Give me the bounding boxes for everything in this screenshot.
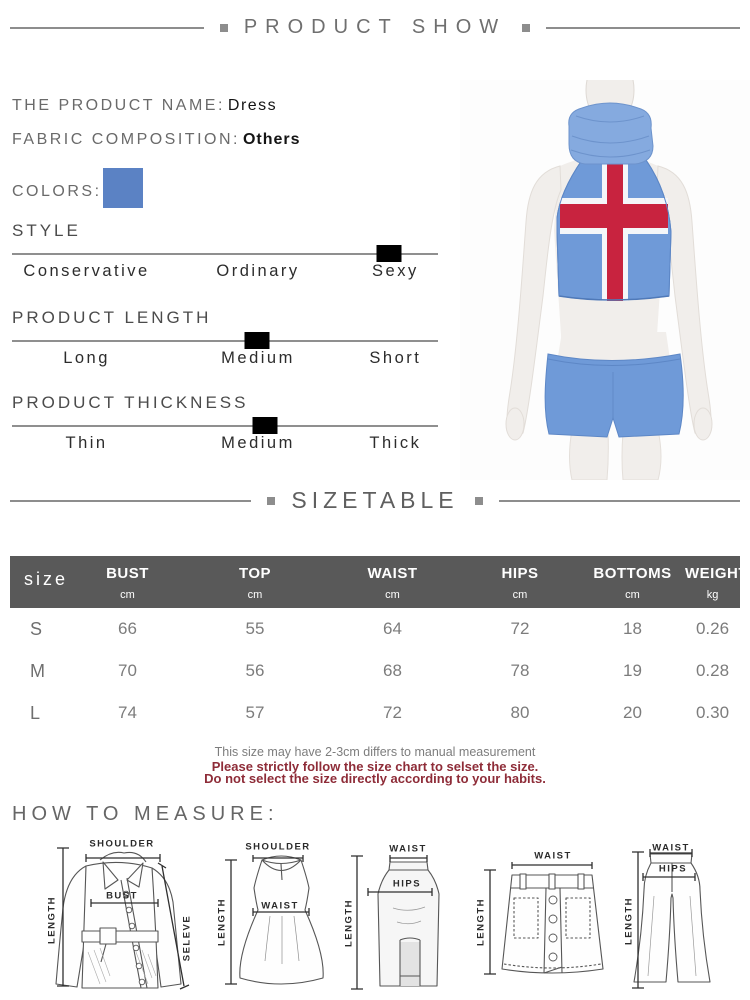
fabric-value: Others: [242, 131, 301, 148]
table-cell: 20: [623, 703, 642, 722]
square-bullet-icon: [522, 24, 530, 32]
mannequin-left-leg: [570, 430, 609, 480]
measure-diagram-dress: [218, 836, 345, 996]
attribute-scale-line: [12, 253, 438, 255]
coat-shoulder-label: SHOULDER: [89, 838, 155, 850]
product-photo: [460, 80, 750, 480]
measure-diagram-pants: [620, 836, 750, 996]
table-cell: 0.28: [695, 661, 730, 680]
dress-waist-label: WAIST: [261, 900, 299, 912]
table-cell: 56: [245, 661, 265, 680]
pants-length-label: LENGTH: [623, 896, 635, 946]
skirt-hips-label: HIPS: [392, 878, 422, 890]
pants-hips-label: HIPS: [658, 863, 688, 875]
attribute-title: PRODUCT THICKNESS: [12, 393, 249, 412]
waist-measure-line: [390, 855, 427, 862]
pants-waist-label: WAIST: [652, 842, 690, 854]
option-medium: Medium: [221, 349, 295, 367]
table-cell: 0.26: [695, 619, 730, 638]
option-ordinary: Ordinary: [216, 262, 300, 280]
skirt-length-label: LENGTH: [343, 898, 355, 948]
sizetable-title: SIZETABLE: [291, 487, 459, 513]
size-table-head: [10, 556, 748, 608]
dress-length-label: LENGTH: [216, 897, 228, 947]
attribute-scale-line: [12, 425, 438, 427]
attribute-title: STYLE: [12, 221, 81, 240]
square-bullet-icon: [267, 497, 275, 505]
selected-marker: [377, 245, 402, 262]
option-thick: Thick: [369, 434, 422, 452]
dress-drawing: [218, 836, 345, 996]
attribute-section-length: [12, 308, 438, 373]
size-cell: L: [30, 702, 41, 723]
note-measurement: This size may have 2-3cm differs to manual measurement: [214, 745, 536, 759]
coat-sleeve-label: SELEVE: [181, 914, 193, 962]
table-row-s: [10, 608, 740, 650]
turtleneck-collar: [569, 103, 653, 164]
measure-diagrams: [0, 836, 750, 1000]
table-cell: 19: [623, 661, 642, 680]
size-cell: M: [30, 660, 45, 681]
cross-red-vertical: [607, 156, 623, 301]
measure-diagram-mini-skirt: [470, 836, 620, 996]
attribute-options: [12, 262, 438, 286]
color-swatch-fill: [103, 168, 143, 208]
table-cell: 78: [510, 661, 530, 680]
dress-shoulder-label: SHOULDER: [245, 841, 311, 853]
fabric-label: FABRIC COMPOSITION:: [12, 131, 240, 148]
option-short: Short: [369, 349, 422, 367]
colors-row: [12, 183, 102, 201]
skirt-drawing: [345, 836, 470, 996]
option-conservative: Conservative: [23, 262, 150, 280]
table-cell: 55: [245, 619, 265, 638]
column-header-waist: WAIST cm: [367, 565, 418, 601]
sizetable-header: [0, 487, 750, 514]
divider-line: [546, 27, 740, 29]
table-cell: 64: [383, 619, 402, 638]
colors-label: COLORS:: [12, 183, 102, 200]
square-bullet-icon: [220, 24, 228, 32]
product-name-label: THE PRODUCT NAME:: [12, 97, 225, 114]
note-warning-2: Do not select the size directly according to your habits.: [204, 771, 546, 786]
attribute-section-thickness: [12, 393, 438, 458]
note-warning-1: Please strictly follow the size chart to selset the size.: [211, 759, 539, 774]
table-cell: 72: [510, 619, 530, 638]
coat-length-label: LENGTH: [46, 895, 58, 945]
coat-belt: [82, 931, 158, 942]
product-show-title: PRODUCT SHOW: [243, 16, 507, 38]
table-row-m: [10, 650, 740, 692]
divider-line: [10, 500, 251, 502]
pants-drawing: [620, 836, 750, 996]
option-sexy: Sexy: [372, 262, 419, 280]
product-name-row: [12, 97, 277, 115]
attribute-title: PRODUCT LENGTH: [12, 308, 212, 327]
table-cell: 80: [510, 703, 530, 722]
table-cell: 57: [245, 703, 265, 722]
waist-measure-line: [512, 862, 592, 869]
table-row-l: [10, 692, 740, 734]
option-thin: Thin: [65, 434, 108, 452]
coat-belt-knot: [100, 928, 116, 944]
column-header-weight: WEIGHT kg: [685, 565, 748, 601]
divider-line: [10, 27, 204, 29]
column-header-size: size: [24, 569, 69, 589]
table-cell: 72: [383, 703, 402, 722]
table-cell: 0.30: [695, 703, 730, 722]
column-header-bottoms: BOTTOMS cm: [593, 565, 672, 601]
cross-red-horizontal: [560, 204, 668, 228]
option-medium: Medium: [221, 434, 295, 452]
attribute-scale-line: [12, 340, 438, 342]
coat-bust-label: BUST: [106, 890, 138, 902]
pants-waistband: [650, 854, 692, 863]
mini-skirt-length-label: LENGTH: [475, 897, 487, 947]
column-header-top: TOP cm: [238, 565, 272, 601]
size-table: [10, 556, 748, 734]
fabric-row: [12, 131, 301, 149]
how-to-measure-title: HOW TO MEASURE:: [12, 803, 279, 825]
option-long: Long: [63, 349, 110, 367]
coat-left-sleeve: [56, 866, 86, 987]
measure-diagram-skirt: [345, 836, 470, 996]
table-cell: 66: [118, 619, 137, 638]
mini-skirt-waist-label: WAIST: [534, 850, 572, 862]
skirt-slit-panel: [400, 942, 420, 986]
table-cell: 70: [118, 661, 137, 680]
selected-marker: [244, 332, 269, 349]
mannequin-right-leg: [622, 430, 661, 480]
mannequin-left-hand: [506, 408, 524, 440]
divider-line: [499, 500, 740, 502]
mannequin-right-hand: [694, 408, 712, 440]
attribute-options: [12, 349, 438, 373]
color-swatch: [103, 168, 143, 208]
column-header-bust: BUST cm: [106, 565, 149, 601]
table-cell: 18: [623, 619, 642, 638]
coat-body: [82, 862, 158, 988]
product-name-value: Dress: [227, 97, 278, 114]
skirt-waistband: [389, 862, 428, 870]
skirt-waist-label: WAIST: [389, 843, 427, 855]
attribute-section-style: [12, 221, 438, 286]
column-header-hips: HIPS cm: [501, 565, 539, 601]
table-cell: 74: [118, 703, 137, 722]
size-cell: S: [30, 618, 43, 639]
attribute-options: [12, 434, 438, 458]
measure-diagram-coat: [0, 836, 218, 996]
square-bullet-icon: [475, 497, 483, 505]
table-cell: 68: [383, 661, 402, 680]
product-show-header: [0, 16, 750, 39]
selected-marker: [253, 417, 278, 434]
